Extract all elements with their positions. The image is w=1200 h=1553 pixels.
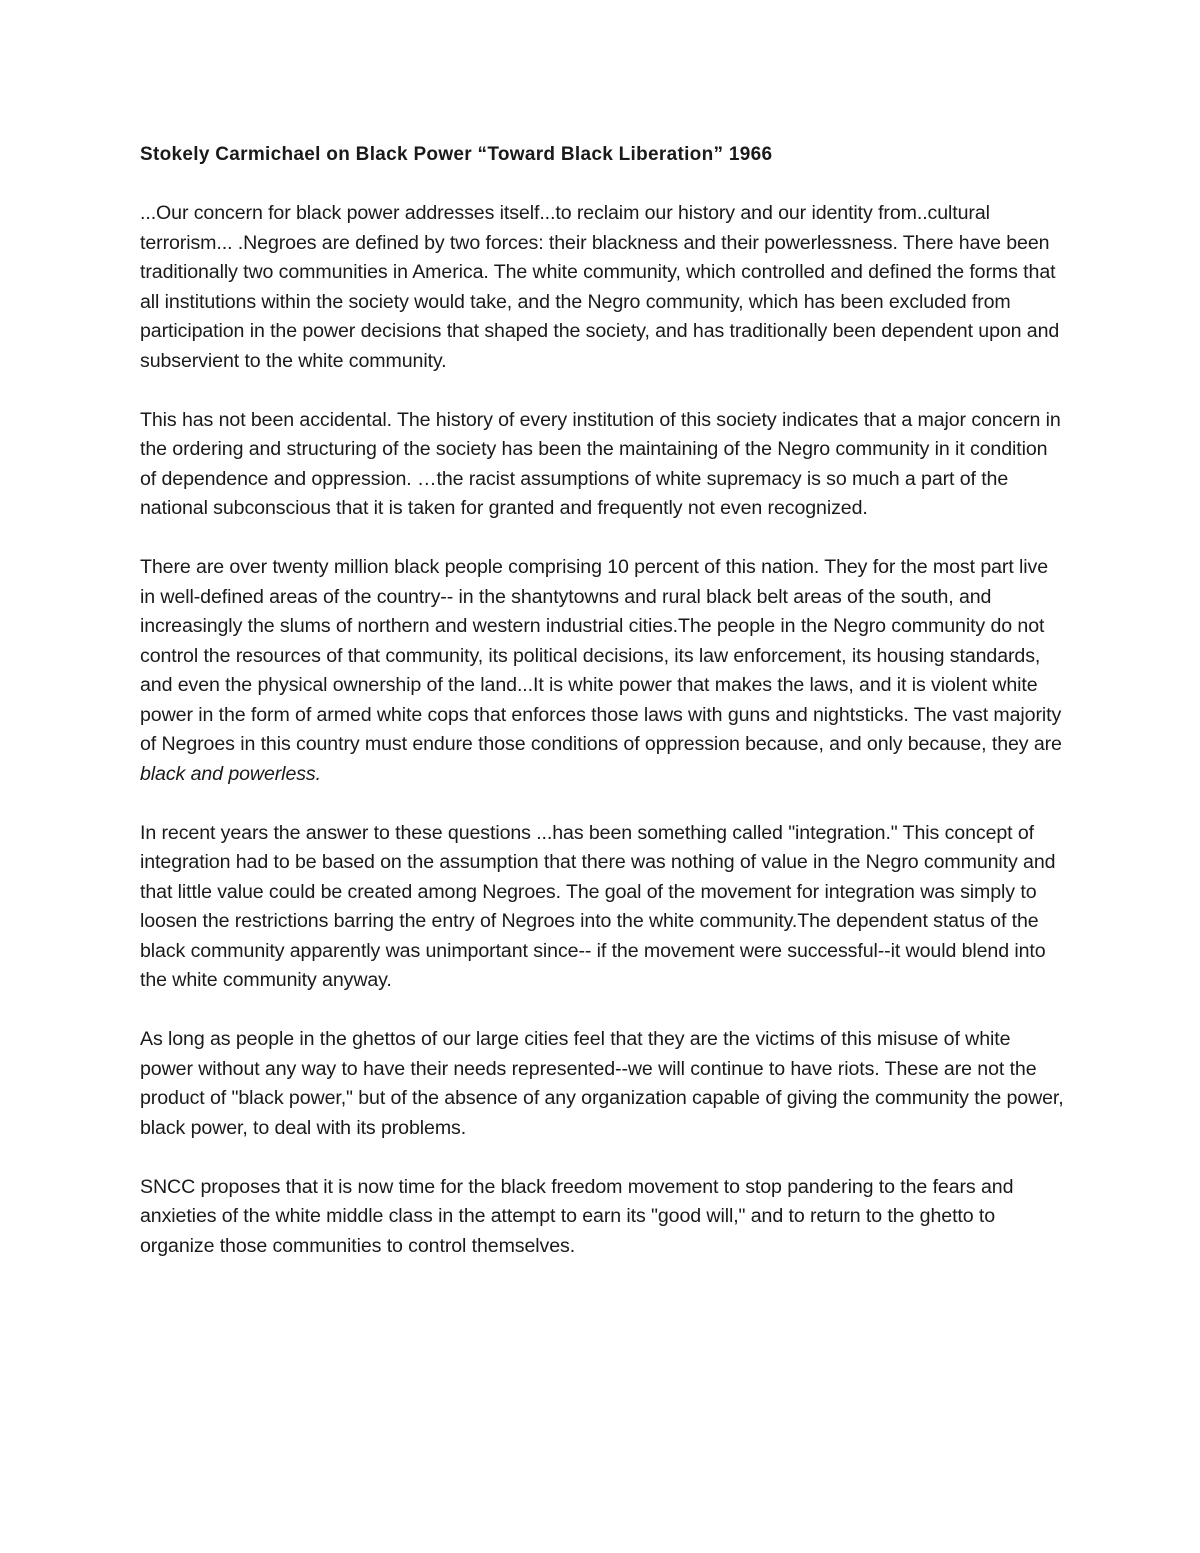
paragraph-1: ...Our concern for black power addresses itself...to reclaim our history and our identity from..cultural terrorism... .Negroes are defined by two forces: their blackness and their powerlessness. There have been traditionally two communities in America. The white community, which controlled and defined the forms that all institutions within the society would take, and the Negro community, which has been excluded from participation in the power decisions that shaped the society, and has traditionally been dependent upon and subservient to the white community. [140, 202, 1060, 372]
paragraph-3-text: There are over twenty million black people comprising 10 percent of this nation. They for the most part live in well-defined areas of the country-- in the shantytowns and rural black belt areas of the south, and increasingly the slums of northern and western industrial cities.The people in the Negro community do not control the resources of that community, its political decisions, its law enforcement, its housing standards, and even the physical ownership of the land...It is white power that makes the laws, and it is violent white power in the form of armed white cops that enforces those laws with guns and nightsticks. The vast majority of Negroes in this country must endure those conditions of oppression because, and only because, they are [140, 556, 1062, 755]
paragraph-3-tail: . [315, 762, 321, 785]
paragraph-3 [140, 553, 1065, 789]
paragraph-5: As long as people in the ghettos of our large cities feel that they are the victims of this misuse of white power without any way to have their needs represented--we will continue to have riots. These are not the product of "black power," but of the absence of any organization capable of giving the community the power, black power, to deal with its problems. [140, 1028, 1064, 1139]
paragraph-3-emphasis: black and powerless [140, 762, 316, 785]
paragraph-2: This has not been accidental. The history of every institution of this society indicates that a major concern in the ordering and structuring of the society has been the maintaining of the Negro community in it condition of dependence and oppression. …the racist assumptions of white supremacy is so much a part of the national subconscious that it is taken for granted and frequently not even recognized. [140, 408, 1061, 519]
document-page [140, 140, 1065, 1291]
paragraph-4: In recent years the answer to these questions ...has been something called "integration." This concept of integration had to be based on the assumption that there was nothing of value in the Negro community and that little value could be created among Negroes. The goal of the movement for integration was simply to loosen the restrictions barring the entry of Negroes into the white community.The dependent status of the black community apparently was unimportant since-- if the movement were successful--it would blend into the white community anyway. [140, 821, 1056, 991]
paragraph-6: SNCC proposes that it is now time for the black freedom movement to stop pandering to the fears and anxieties of the white middle class in the attempt to earn its "good will," and to return to the ghetto to organize those communities to control themselves. [140, 1175, 1014, 1257]
document-title: Stokely Carmichael on Black Power “Toward Black Liberation” 1966 [140, 144, 773, 165]
